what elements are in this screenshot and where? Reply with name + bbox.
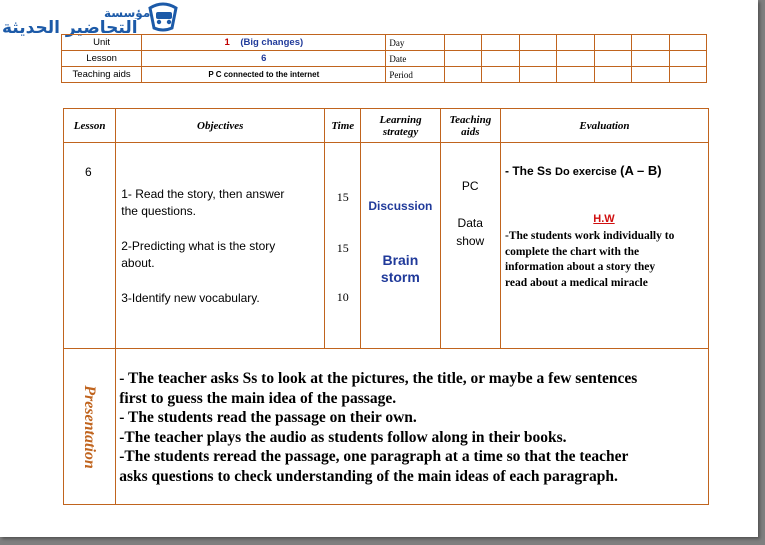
lesson-label: Lesson — [62, 51, 142, 67]
period-cell — [632, 67, 669, 83]
aid-data-show-line2: show — [456, 234, 485, 248]
lesson-number: 6 — [85, 165, 92, 179]
strategy-discussion: Discussion — [368, 199, 433, 213]
teaching-aids-cell — [440, 143, 500, 349]
date-cell — [669, 51, 707, 67]
evaluation-title-exercise: Do exercise — [555, 166, 617, 178]
unit-label: Unit — [62, 35, 142, 51]
objective-2-line2: about. — [121, 256, 155, 270]
teaching-aids-value: P C connected to the internet — [142, 67, 386, 83]
presentation-text — [116, 349, 708, 486]
date-cell — [482, 51, 519, 67]
objective-1-line1: 1- Read the story, then answer — [121, 187, 285, 201]
aid-pc: PC — [461, 179, 479, 193]
evaluation-title-ss: - The Ss — [504, 164, 552, 178]
header-teaching-aids — [440, 109, 500, 143]
presentation-line: -The teacher plays the audio as students follow along in their books. — [119, 428, 567, 446]
day-cell — [557, 35, 594, 51]
evaluation-text — [505, 229, 705, 291]
lesson-cell — [64, 143, 116, 349]
evaluation-title — [505, 163, 662, 178]
evaluation-line: -The students work individually to — [504, 230, 675, 242]
lesson-value: 6 — [142, 51, 386, 67]
date-cell — [445, 51, 482, 67]
strategy-brainstorm — [361, 252, 439, 286]
aid-data-show — [441, 214, 500, 250]
header-objectives: Objectives — [116, 109, 325, 143]
date-cell — [557, 51, 594, 67]
day-cell — [519, 35, 556, 51]
evaluation-line: information about a story they — [504, 261, 656, 273]
presentation-line: asks questions to check understanding of the main ideas of each paragraph. — [119, 467, 618, 485]
evaluation-cell — [500, 143, 708, 349]
objective-1-line2: the questions. — [121, 204, 196, 218]
teaching-aids-label: Teaching aids — [62, 67, 142, 83]
date-cell — [594, 51, 631, 67]
objective-3-line1: 3-Identify new vocabulary. — [121, 291, 260, 305]
period-cell — [594, 67, 631, 83]
objective-1 — [121, 186, 319, 220]
unit-number: 1 — [224, 37, 230, 48]
header-strategy — [361, 109, 440, 143]
presentation-line: - The students read the passage on their own. — [119, 409, 417, 426]
time-cell — [325, 143, 361, 349]
presentation-label: Presentation — [81, 385, 98, 469]
day-label: Day — [386, 35, 445, 51]
header-row — [64, 109, 709, 143]
date-label: Date — [386, 51, 445, 67]
homework-label: H.W — [593, 213, 615, 225]
period-cell — [445, 67, 482, 83]
presentation-label-cell — [64, 349, 116, 505]
time-2: 15 — [336, 241, 349, 255]
unit-title: (Big changes) — [240, 37, 304, 48]
logo-small-text: مؤسسة — [104, 6, 151, 20]
car-logo-icon — [146, 2, 180, 32]
header-time: Time — [325, 109, 361, 143]
period-cell — [482, 67, 519, 83]
header-aids-line2: aids — [461, 125, 480, 138]
day-cell — [445, 35, 482, 51]
evaluation-line: complete the chart with the — [504, 245, 640, 258]
period-cell — [669, 67, 707, 83]
header-strategy-line2: strategy — [382, 125, 419, 138]
header-lesson: Lesson — [64, 109, 116, 143]
objectives-cell — [116, 143, 325, 349]
content-row — [64, 143, 709, 349]
header-evaluation: Evaluation — [500, 109, 708, 143]
presentation-line: first to guess the main idea of the passage. — [119, 389, 397, 407]
strategy-brainstorm-line2: storm — [380, 269, 420, 285]
evaluation-title-ab: (A – B) — [620, 163, 662, 178]
header-strategy-line1: Learning — [379, 113, 422, 126]
objective-2 — [121, 238, 319, 272]
objective-2-line1: 2-Predicting what is the story — [121, 239, 276, 253]
lesson-row — [62, 51, 707, 67]
unit-value — [142, 35, 386, 51]
presentation-line: -The students reread the passage, one paragraph at a time so that the teacher — [119, 448, 629, 465]
strategy-cell — [361, 143, 440, 349]
logo-main-text: التحاضير الحديثة — [2, 18, 138, 38]
evaluation-line: read about a medical miracle — [504, 276, 648, 289]
day-cell — [594, 35, 631, 51]
time-1: 15 — [336, 190, 349, 204]
period-cell — [519, 67, 556, 83]
date-cell — [632, 51, 669, 67]
lesson-info-table — [61, 34, 707, 83]
date-cell — [519, 51, 556, 67]
period-label: Period — [386, 67, 445, 83]
unit-row — [62, 35, 707, 51]
aids-row — [62, 67, 707, 83]
day-cell — [669, 35, 707, 51]
aid-data-show-line1: Data — [457, 216, 483, 230]
strategy-brainstorm-line1: Brain — [382, 252, 419, 268]
day-cell — [482, 35, 519, 51]
presentation-line: - The teacher asks Ss to look at the pictures, the title, or maybe a few sentences — [119, 370, 638, 387]
objective-3 — [121, 290, 319, 307]
day-cell — [632, 35, 669, 51]
header-aids-line1: Teaching — [449, 113, 492, 126]
presentation-row — [64, 349, 709, 505]
time-3: 10 — [336, 290, 349, 304]
presentation-text-cell — [116, 349, 709, 505]
lesson-plan-table — [63, 108, 709, 505]
period-cell — [557, 67, 594, 83]
